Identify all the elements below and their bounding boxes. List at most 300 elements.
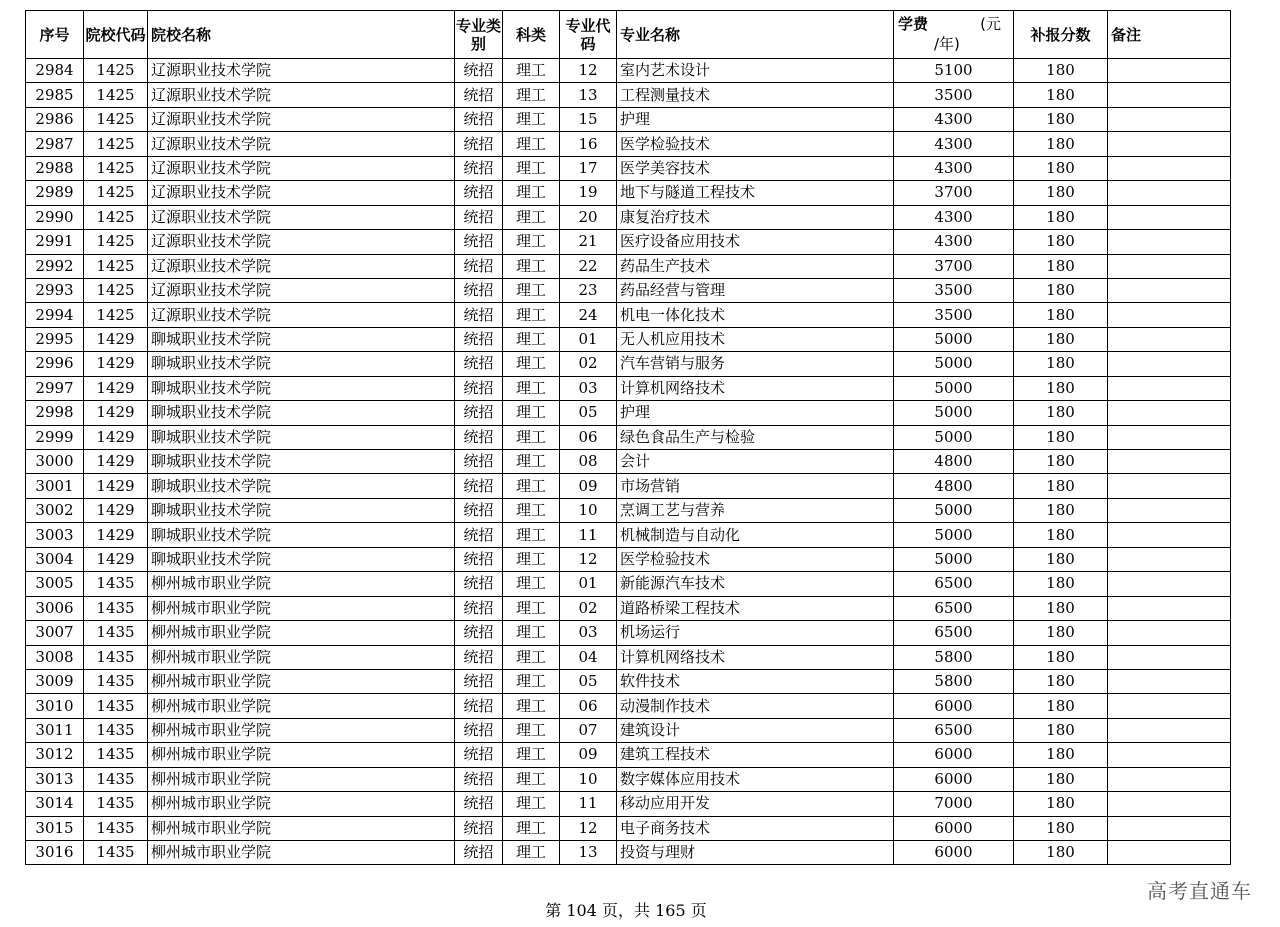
cell-school-name: 柳州城市职业学院 bbox=[148, 694, 455, 718]
cell-school-name: 聊城职业技术学院 bbox=[148, 547, 455, 571]
cell-category: 理工 bbox=[503, 841, 560, 865]
cell-major-name: 护理 bbox=[617, 107, 894, 131]
cell-major-type: 统招 bbox=[455, 425, 503, 449]
cell-school-code: 1429 bbox=[84, 401, 148, 425]
cell-category: 理工 bbox=[503, 278, 560, 302]
cell-remark bbox=[1108, 450, 1231, 474]
cell-seq: 3001 bbox=[26, 474, 84, 498]
cell-remark bbox=[1108, 376, 1231, 400]
cell-school-name: 柳州城市职业学院 bbox=[148, 572, 455, 596]
cell-major-name: 药品生产技术 bbox=[617, 254, 894, 278]
cell-remark bbox=[1108, 303, 1231, 327]
table-row bbox=[26, 572, 1231, 596]
cell-major-type: 统招 bbox=[455, 621, 503, 645]
cell-major-code: 10 bbox=[560, 767, 617, 791]
cell-major-code: 12 bbox=[560, 547, 617, 571]
cell-school-code: 1435 bbox=[84, 816, 148, 840]
cell-fee: 5000 bbox=[894, 401, 1014, 425]
table-row bbox=[26, 523, 1231, 547]
cell-score: 180 bbox=[1014, 767, 1108, 791]
cell-school-name: 聊城职业技术学院 bbox=[148, 498, 455, 522]
cell-seq: 2998 bbox=[26, 401, 84, 425]
cell-category: 理工 bbox=[503, 645, 560, 669]
cell-school-name: 聊城职业技术学院 bbox=[148, 401, 455, 425]
cell-category: 理工 bbox=[503, 572, 560, 596]
table-row bbox=[26, 230, 1231, 254]
cell-category: 理工 bbox=[503, 450, 560, 474]
cell-major-code: 01 bbox=[560, 327, 617, 351]
cell-fee: 6500 bbox=[894, 621, 1014, 645]
cell-major-name: 数字媒体应用技术 bbox=[617, 767, 894, 791]
cell-major-code: 13 bbox=[560, 83, 617, 107]
table-row bbox=[26, 474, 1231, 498]
cell-category: 理工 bbox=[503, 401, 560, 425]
cell-major-name: 计算机网络技术 bbox=[617, 376, 894, 400]
cell-score: 180 bbox=[1014, 83, 1108, 107]
cell-remark bbox=[1108, 59, 1231, 83]
table-row bbox=[26, 107, 1231, 131]
cell-fee: 5000 bbox=[894, 376, 1014, 400]
cell-category: 理工 bbox=[503, 621, 560, 645]
cell-school-name: 聊城职业技术学院 bbox=[148, 352, 455, 376]
cell-major-name: 会计 bbox=[617, 450, 894, 474]
cell-category: 理工 bbox=[503, 156, 560, 180]
cell-school-code: 1435 bbox=[84, 841, 148, 865]
table-row bbox=[26, 767, 1231, 791]
cell-school-name: 辽源职业技术学院 bbox=[148, 254, 455, 278]
cell-category: 理工 bbox=[503, 547, 560, 571]
cell-major-type: 统招 bbox=[455, 83, 503, 107]
cell-fee: 3700 bbox=[894, 254, 1014, 278]
cell-fee: 5000 bbox=[894, 498, 1014, 522]
cell-major-type: 统招 bbox=[455, 474, 503, 498]
cell-major-type: 统招 bbox=[455, 718, 503, 742]
cell-school-name: 柳州城市职业学院 bbox=[148, 767, 455, 791]
cell-major-name: 软件技术 bbox=[617, 669, 894, 693]
cell-school-code: 1435 bbox=[84, 767, 148, 791]
header-major-code: 专业代码 bbox=[560, 11, 617, 59]
cell-remark bbox=[1108, 425, 1231, 449]
cell-school-name: 辽源职业技术学院 bbox=[148, 181, 455, 205]
cell-major-type: 统招 bbox=[455, 132, 503, 156]
cell-major-code: 15 bbox=[560, 107, 617, 131]
cell-seq: 2999 bbox=[26, 425, 84, 449]
cell-score: 180 bbox=[1014, 450, 1108, 474]
cell-school-code: 1425 bbox=[84, 181, 148, 205]
cell-category: 理工 bbox=[503, 694, 560, 718]
cell-school-code: 1425 bbox=[84, 132, 148, 156]
cell-major-type: 统招 bbox=[455, 767, 503, 791]
header-fee-unit-open: (元 bbox=[980, 15, 1001, 33]
cell-seq: 2995 bbox=[26, 327, 84, 351]
cell-seq: 3003 bbox=[26, 523, 84, 547]
cell-school-name: 辽源职业技术学院 bbox=[148, 59, 455, 83]
cell-fee: 3700 bbox=[894, 181, 1014, 205]
table-row bbox=[26, 132, 1231, 156]
cell-major-name: 建筑工程技术 bbox=[617, 743, 894, 767]
cell-major-code: 02 bbox=[560, 596, 617, 620]
cell-score: 180 bbox=[1014, 841, 1108, 865]
cell-seq: 3012 bbox=[26, 743, 84, 767]
cell-score: 180 bbox=[1014, 547, 1108, 571]
cell-fee: 4300 bbox=[894, 132, 1014, 156]
cell-category: 理工 bbox=[503, 254, 560, 278]
cell-remark bbox=[1108, 474, 1231, 498]
cell-major-name: 无人机应用技术 bbox=[617, 327, 894, 351]
cell-major-type: 统招 bbox=[455, 450, 503, 474]
header-major-type: 专业类别 bbox=[455, 11, 503, 59]
cell-major-code: 17 bbox=[560, 156, 617, 180]
cell-major-name: 新能源汽车技术 bbox=[617, 572, 894, 596]
cell-school-name: 辽源职业技术学院 bbox=[148, 303, 455, 327]
cell-remark bbox=[1108, 83, 1231, 107]
cell-remark bbox=[1108, 181, 1231, 205]
cell-seq: 3007 bbox=[26, 621, 84, 645]
cell-school-code: 1435 bbox=[84, 718, 148, 742]
cell-school-name: 辽源职业技术学院 bbox=[148, 278, 455, 302]
cell-school-name: 柳州城市职业学院 bbox=[148, 669, 455, 693]
cell-seq: 3014 bbox=[26, 792, 84, 816]
cell-school-code: 1429 bbox=[84, 327, 148, 351]
cell-fee: 5000 bbox=[894, 425, 1014, 449]
cell-category: 理工 bbox=[503, 792, 560, 816]
cell-school-code: 1435 bbox=[84, 792, 148, 816]
table-row bbox=[26, 303, 1231, 327]
cell-school-name: 辽源职业技术学院 bbox=[148, 107, 455, 131]
cell-category: 理工 bbox=[503, 132, 560, 156]
cell-school-code: 1435 bbox=[84, 596, 148, 620]
header-fee bbox=[894, 11, 1014, 59]
cell-school-code: 1429 bbox=[84, 547, 148, 571]
cell-major-type: 统招 bbox=[455, 156, 503, 180]
cell-seq: 3006 bbox=[26, 596, 84, 620]
cell-seq: 3013 bbox=[26, 767, 84, 791]
cell-category: 理工 bbox=[503, 303, 560, 327]
table-row bbox=[26, 205, 1231, 229]
cell-school-code: 1429 bbox=[84, 498, 148, 522]
cell-fee: 4300 bbox=[894, 156, 1014, 180]
cell-school-name: 柳州城市职业学院 bbox=[148, 792, 455, 816]
cell-school-code: 1435 bbox=[84, 621, 148, 645]
cell-school-code: 1425 bbox=[84, 83, 148, 107]
cell-category: 理工 bbox=[503, 107, 560, 131]
cell-school-code: 1425 bbox=[84, 230, 148, 254]
cell-major-name: 康复治疗技术 bbox=[617, 205, 894, 229]
cell-category: 理工 bbox=[503, 718, 560, 742]
cell-school-code: 1429 bbox=[84, 523, 148, 547]
cell-remark bbox=[1108, 621, 1231, 645]
cell-major-name: 医学检验技术 bbox=[617, 547, 894, 571]
cell-fee: 4800 bbox=[894, 474, 1014, 498]
cell-category: 理工 bbox=[503, 352, 560, 376]
cell-seq: 2984 bbox=[26, 59, 84, 83]
cell-category: 理工 bbox=[503, 205, 560, 229]
cell-score: 180 bbox=[1014, 230, 1108, 254]
cell-school-code: 1435 bbox=[84, 645, 148, 669]
cell-score: 180 bbox=[1014, 523, 1108, 547]
table-row bbox=[26, 156, 1231, 180]
cell-school-name: 聊城职业技术学院 bbox=[148, 425, 455, 449]
cell-score: 180 bbox=[1014, 792, 1108, 816]
cell-school-code: 1425 bbox=[84, 254, 148, 278]
cell-school-code: 1425 bbox=[84, 156, 148, 180]
table-header-row bbox=[26, 11, 1231, 59]
cell-remark bbox=[1108, 205, 1231, 229]
cell-seq: 2989 bbox=[26, 181, 84, 205]
table-row bbox=[26, 669, 1231, 693]
cell-major-code: 22 bbox=[560, 254, 617, 278]
cell-score: 180 bbox=[1014, 425, 1108, 449]
cell-fee: 5000 bbox=[894, 523, 1014, 547]
cell-category: 理工 bbox=[503, 596, 560, 620]
cell-major-type: 统招 bbox=[455, 669, 503, 693]
cell-major-type: 统招 bbox=[455, 254, 503, 278]
cell-fee: 5800 bbox=[894, 669, 1014, 693]
cell-major-code: 19 bbox=[560, 181, 617, 205]
cell-major-name: 市场营销 bbox=[617, 474, 894, 498]
cell-remark bbox=[1108, 254, 1231, 278]
cell-major-code: 11 bbox=[560, 792, 617, 816]
cell-school-name: 柳州城市职业学院 bbox=[148, 718, 455, 742]
header-school-name: 院校名称 bbox=[148, 11, 455, 59]
header-major-name: 专业名称 bbox=[617, 11, 894, 59]
cell-fee: 7000 bbox=[894, 792, 1014, 816]
cell-major-code: 01 bbox=[560, 572, 617, 596]
cell-fee: 3500 bbox=[894, 83, 1014, 107]
cell-seq: 2991 bbox=[26, 230, 84, 254]
cell-remark bbox=[1108, 132, 1231, 156]
cell-seq: 3009 bbox=[26, 669, 84, 693]
cell-seq: 2990 bbox=[26, 205, 84, 229]
cell-major-type: 统招 bbox=[455, 59, 503, 83]
cell-remark bbox=[1108, 694, 1231, 718]
cell-major-name: 医学美容技术 bbox=[617, 156, 894, 180]
cell-school-code: 1429 bbox=[84, 352, 148, 376]
cell-major-type: 统招 bbox=[455, 181, 503, 205]
cell-remark bbox=[1108, 498, 1231, 522]
cell-school-name: 辽源职业技术学院 bbox=[148, 230, 455, 254]
cell-major-name: 绿色食品生产与检验 bbox=[617, 425, 894, 449]
cell-fee: 5800 bbox=[894, 645, 1014, 669]
cell-major-name: 医疗设备应用技术 bbox=[617, 230, 894, 254]
cell-major-code: 12 bbox=[560, 816, 617, 840]
cell-score: 180 bbox=[1014, 743, 1108, 767]
watermark-logo-text: 高考直通车 bbox=[1147, 879, 1252, 903]
cell-major-code: 05 bbox=[560, 669, 617, 693]
cell-remark bbox=[1108, 278, 1231, 302]
cell-major-code: 03 bbox=[560, 376, 617, 400]
cell-score: 180 bbox=[1014, 621, 1108, 645]
cell-fee: 6000 bbox=[894, 816, 1014, 840]
header-fee-label: 学费 bbox=[898, 15, 929, 33]
cell-seq: 2985 bbox=[26, 83, 84, 107]
cell-seq: 3004 bbox=[26, 547, 84, 571]
cell-major-code: 24 bbox=[560, 303, 617, 327]
cell-major-type: 统招 bbox=[455, 278, 503, 302]
cell-remark bbox=[1108, 230, 1231, 254]
cell-major-type: 统招 bbox=[455, 523, 503, 547]
cell-category: 理工 bbox=[503, 474, 560, 498]
cell-school-name: 聊城职业技术学院 bbox=[148, 523, 455, 547]
cell-score: 180 bbox=[1014, 596, 1108, 620]
header-school-code: 院校代码 bbox=[84, 11, 148, 59]
cell-remark bbox=[1108, 792, 1231, 816]
cell-seq: 2992 bbox=[26, 254, 84, 278]
cell-school-code: 1435 bbox=[84, 694, 148, 718]
cell-seq: 3000 bbox=[26, 450, 84, 474]
cell-score: 180 bbox=[1014, 181, 1108, 205]
cell-major-code: 12 bbox=[560, 59, 617, 83]
cell-category: 理工 bbox=[503, 83, 560, 107]
cell-fee: 6500 bbox=[894, 718, 1014, 742]
cell-fee: 4300 bbox=[894, 230, 1014, 254]
cell-major-type: 统招 bbox=[455, 816, 503, 840]
cell-major-type: 统招 bbox=[455, 205, 503, 229]
table-row bbox=[26, 792, 1231, 816]
cell-major-type: 统招 bbox=[455, 498, 503, 522]
cell-score: 180 bbox=[1014, 376, 1108, 400]
cell-major-code: 16 bbox=[560, 132, 617, 156]
cell-remark bbox=[1108, 352, 1231, 376]
cell-seq: 2988 bbox=[26, 156, 84, 180]
cell-school-code: 1429 bbox=[84, 450, 148, 474]
cell-fee: 4300 bbox=[894, 107, 1014, 131]
cell-major-name: 机械制造与自动化 bbox=[617, 523, 894, 547]
cell-score: 180 bbox=[1014, 352, 1108, 376]
cell-major-type: 统招 bbox=[455, 645, 503, 669]
cell-major-type: 统招 bbox=[455, 547, 503, 571]
cell-category: 理工 bbox=[503, 59, 560, 83]
table-row bbox=[26, 816, 1231, 840]
cell-major-type: 统招 bbox=[455, 743, 503, 767]
cell-school-code: 1425 bbox=[84, 59, 148, 83]
cell-major-name: 道路桥梁工程技术 bbox=[617, 596, 894, 620]
cell-major-name: 室内艺术设计 bbox=[617, 59, 894, 83]
cell-major-name: 机场运行 bbox=[617, 621, 894, 645]
cell-fee: 3500 bbox=[894, 278, 1014, 302]
cell-school-name: 柳州城市职业学院 bbox=[148, 841, 455, 865]
cell-seq: 2993 bbox=[26, 278, 84, 302]
table-row bbox=[26, 278, 1231, 302]
cell-remark bbox=[1108, 156, 1231, 180]
cell-school-name: 柳州城市职业学院 bbox=[148, 596, 455, 620]
cell-score: 180 bbox=[1014, 107, 1108, 131]
table-row bbox=[26, 59, 1231, 83]
table-row bbox=[26, 254, 1231, 278]
cell-category: 理工 bbox=[503, 181, 560, 205]
cell-school-name: 辽源职业技术学院 bbox=[148, 205, 455, 229]
cell-major-type: 统招 bbox=[455, 694, 503, 718]
cell-score: 180 bbox=[1014, 816, 1108, 840]
cell-major-code: 10 bbox=[560, 498, 617, 522]
cell-remark bbox=[1108, 107, 1231, 131]
cell-score: 180 bbox=[1014, 254, 1108, 278]
cell-school-code: 1435 bbox=[84, 743, 148, 767]
cell-school-name: 柳州城市职业学院 bbox=[148, 743, 455, 767]
page-footer: 第 104 页，共 165 页 bbox=[545, 901, 707, 920]
cell-category: 理工 bbox=[503, 425, 560, 449]
cell-remark bbox=[1108, 743, 1231, 767]
cell-seq: 3002 bbox=[26, 498, 84, 522]
cell-fee: 6000 bbox=[894, 743, 1014, 767]
cell-major-type: 统招 bbox=[455, 303, 503, 327]
cell-fee: 6000 bbox=[894, 694, 1014, 718]
cell-major-code: 05 bbox=[560, 401, 617, 425]
cell-major-name: 汽车营销与服务 bbox=[617, 352, 894, 376]
cell-major-name: 计算机网络技术 bbox=[617, 645, 894, 669]
table-row bbox=[26, 498, 1231, 522]
cell-major-name: 机电一体化技术 bbox=[617, 303, 894, 327]
cell-school-name: 聊城职业技术学院 bbox=[148, 450, 455, 474]
cell-category: 理工 bbox=[503, 816, 560, 840]
cell-major-code: 08 bbox=[560, 450, 617, 474]
table-row bbox=[26, 83, 1231, 107]
cell-category: 理工 bbox=[503, 523, 560, 547]
cell-remark bbox=[1108, 669, 1231, 693]
cell-major-code: 13 bbox=[560, 841, 617, 865]
cell-fee: 6500 bbox=[894, 572, 1014, 596]
cell-major-name: 动漫制作技术 bbox=[617, 694, 894, 718]
cell-major-name: 医学检验技术 bbox=[617, 132, 894, 156]
cell-school-code: 1425 bbox=[84, 278, 148, 302]
cell-major-type: 统招 bbox=[455, 401, 503, 425]
cell-major-name: 地下与隧道工程技术 bbox=[617, 181, 894, 205]
cell-category: 理工 bbox=[503, 327, 560, 351]
cell-remark bbox=[1108, 547, 1231, 571]
cell-seq: 3005 bbox=[26, 572, 84, 596]
admission-table bbox=[25, 10, 1231, 865]
table-row bbox=[26, 694, 1231, 718]
cell-school-name: 聊城职业技术学院 bbox=[148, 474, 455, 498]
cell-major-type: 统招 bbox=[455, 352, 503, 376]
cell-major-code: 11 bbox=[560, 523, 617, 547]
cell-score: 180 bbox=[1014, 303, 1108, 327]
cell-category: 理工 bbox=[503, 767, 560, 791]
cell-fee: 5000 bbox=[894, 547, 1014, 571]
cell-school-code: 1429 bbox=[84, 474, 148, 498]
cell-score: 180 bbox=[1014, 327, 1108, 351]
cell-school-name: 聊城职业技术学院 bbox=[148, 327, 455, 351]
cell-major-name: 药品经营与管理 bbox=[617, 278, 894, 302]
table-row bbox=[26, 352, 1231, 376]
cell-fee: 3500 bbox=[894, 303, 1014, 327]
table-row bbox=[26, 327, 1231, 351]
cell-seq: 3010 bbox=[26, 694, 84, 718]
table-row bbox=[26, 841, 1231, 865]
cell-remark bbox=[1108, 401, 1231, 425]
cell-score: 180 bbox=[1014, 59, 1108, 83]
cell-major-type: 统招 bbox=[455, 230, 503, 254]
cell-score: 180 bbox=[1014, 669, 1108, 693]
cell-remark bbox=[1108, 718, 1231, 742]
cell-score: 180 bbox=[1014, 132, 1108, 156]
cell-major-type: 统招 bbox=[455, 572, 503, 596]
cell-score: 180 bbox=[1014, 498, 1108, 522]
cell-score: 180 bbox=[1014, 401, 1108, 425]
cell-major-code: 03 bbox=[560, 621, 617, 645]
cell-school-name: 柳州城市职业学院 bbox=[148, 816, 455, 840]
table-row bbox=[26, 743, 1231, 767]
table-row bbox=[26, 596, 1231, 620]
cell-category: 理工 bbox=[503, 376, 560, 400]
cell-seq: 3016 bbox=[26, 841, 84, 865]
cell-fee: 6500 bbox=[894, 596, 1014, 620]
cell-major-code: 04 bbox=[560, 645, 617, 669]
cell-score: 180 bbox=[1014, 474, 1108, 498]
cell-category: 理工 bbox=[503, 743, 560, 767]
header-seq: 序号 bbox=[26, 11, 84, 59]
cell-category: 理工 bbox=[503, 230, 560, 254]
